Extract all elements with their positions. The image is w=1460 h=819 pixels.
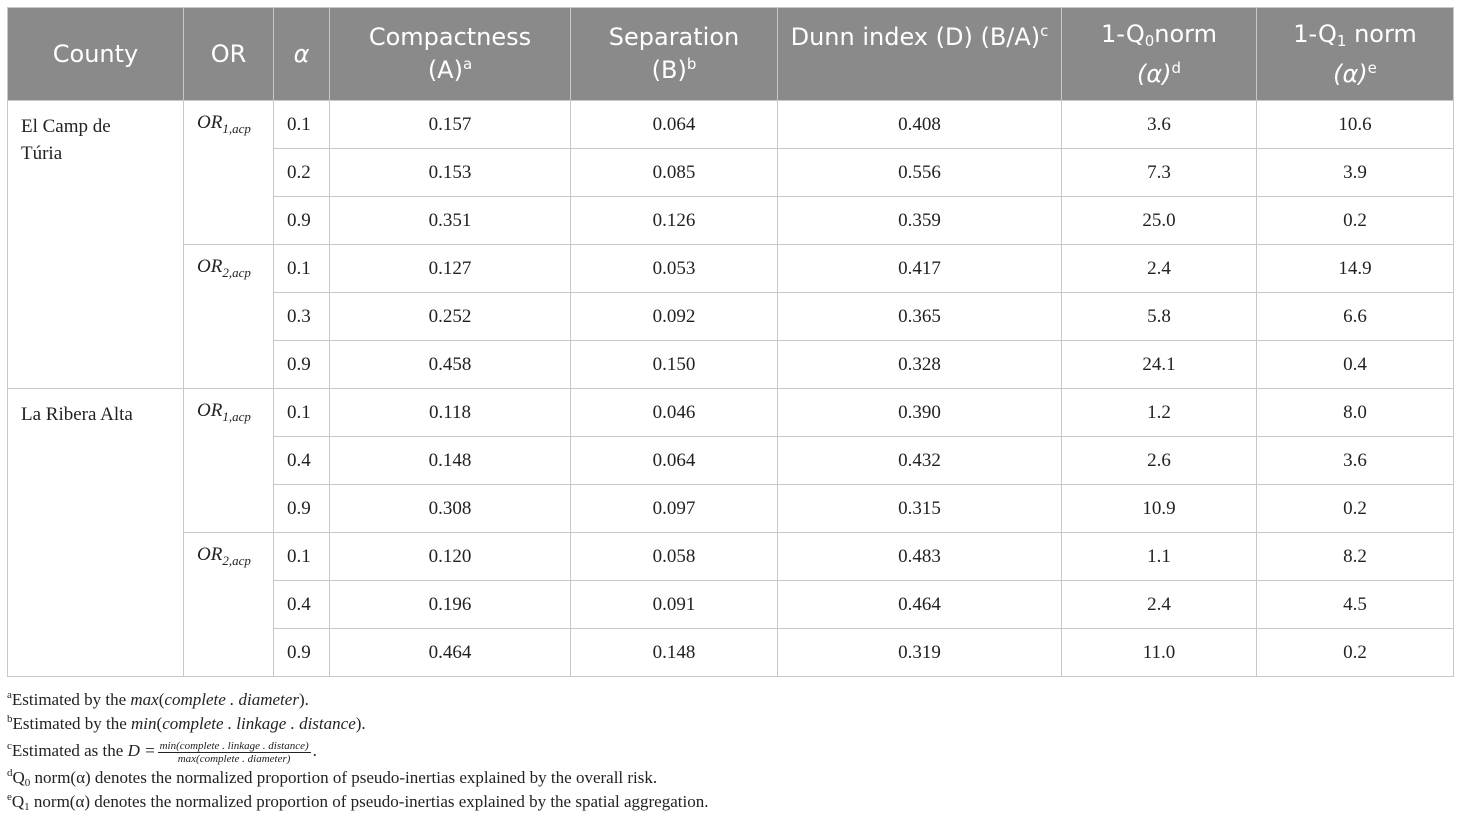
- dunn-cell: 0.365: [778, 293, 1062, 341]
- footnote-mark: e: [7, 791, 12, 803]
- or-base: OR: [197, 544, 223, 565]
- q1-post: norm: [1346, 19, 1417, 48]
- col-county: County: [8, 8, 184, 101]
- q1-cell: 3.9: [1257, 149, 1454, 197]
- alpha-cell: 0.3: [274, 293, 330, 341]
- q0-cell: 2.4: [1062, 581, 1257, 629]
- separation-cell: 0.064: [571, 101, 778, 149]
- footnote-a: $^a$Estimated by the max(complete . diameter).: [7, 689, 309, 709]
- separation-cell: 0.148: [571, 629, 778, 677]
- dunn-cell: 0.556: [778, 149, 1062, 197]
- footnote-arg: complete . linkage . distance: [162, 714, 356, 733]
- compactness-sub: (A): [427, 56, 463, 84]
- or-base: OR: [197, 112, 223, 133]
- dunn-cell: 0.319: [778, 629, 1062, 677]
- or-cell: [184, 245, 274, 389]
- separation-label: Separation: [608, 23, 740, 51]
- dunn-cell: 0.359: [778, 197, 1062, 245]
- county-cell: [8, 101, 184, 389]
- separation-cell: 0.064: [571, 437, 778, 485]
- compactness-cell: 0.308: [330, 485, 571, 533]
- separation-cell: 0.092: [571, 293, 778, 341]
- q1-cell: 8.0: [1257, 389, 1454, 437]
- or-cell: [184, 389, 274, 533]
- footnote-mark: d: [7, 767, 13, 779]
- dunn-cell: 0.315: [778, 485, 1062, 533]
- footnote-fn: max: [130, 690, 159, 709]
- table-row: [8, 533, 1454, 581]
- county-name: El Camp de: [21, 116, 111, 137]
- col-or: OR: [184, 8, 274, 101]
- q1-cell: 8.2: [1257, 533, 1454, 581]
- footnote-q: Q: [11, 792, 25, 811]
- results-table: [7, 7, 1454, 677]
- footnote-end: .: [304, 690, 309, 709]
- table-row: [8, 101, 1454, 149]
- separation-note-mark: b: [686, 55, 697, 73]
- county-name: La Ribera Alta: [21, 404, 133, 425]
- footnote-text: norm(α) denotes the normalized proportion of pseudo-inertias explained by the spatial aggregation.: [29, 792, 709, 811]
- footnote-c: [7, 731, 1453, 765]
- q0-post: norm: [1154, 19, 1217, 48]
- alpha-cell: 0.1: [274, 245, 330, 293]
- dunn-cell: 0.390: [778, 389, 1062, 437]
- q1-cell: 14.9: [1257, 245, 1454, 293]
- compactness-cell: 0.157: [330, 101, 571, 149]
- q0-note-mark: d: [1171, 58, 1182, 77]
- fraction-numerator: min(complete . linkage . distance): [159, 739, 309, 752]
- separation-cell: 0.058: [571, 533, 778, 581]
- or-cell: [184, 101, 274, 245]
- footnote-lhs: D =: [127, 741, 156, 760]
- table-container: [7, 7, 1453, 813]
- dunn-cell: 0.408: [778, 101, 1062, 149]
- q0-cell: 5.8: [1062, 293, 1257, 341]
- footnote-text: Estimated as the: [11, 741, 128, 760]
- footnote-text: norm(α) denotes the normalized proportion of pseudo-inertias explained by the overall risk.: [30, 768, 658, 787]
- q0-cell: 10.9: [1062, 485, 1257, 533]
- col-compactness: [330, 8, 571, 101]
- q0-cell: 1.2: [1062, 389, 1257, 437]
- alpha-cell: 0.9: [274, 629, 330, 677]
- alpha-cell: 0.9: [274, 197, 330, 245]
- compactness-cell: 0.252: [330, 293, 571, 341]
- compactness-cell: 0.351: [330, 197, 571, 245]
- alpha-cell: 0.4: [274, 437, 330, 485]
- q0-cell: 3.6: [1062, 101, 1257, 149]
- q1-cell: 0.2: [1257, 485, 1454, 533]
- col-dunn: [778, 8, 1062, 101]
- dunn-label: Dunn index (D) (B/A): [790, 23, 1041, 51]
- footnote-b: $^b$Estimated by the min(complete . linkage . distance).: [7, 713, 366, 733]
- or-base: OR: [197, 256, 223, 277]
- compactness-cell: 0.464: [330, 629, 571, 677]
- alpha-cell: 0.2: [274, 149, 330, 197]
- county-name-cont: Túria: [21, 143, 63, 164]
- footnote-end: .: [312, 741, 317, 760]
- or-sub: 2,acp: [222, 265, 251, 280]
- separation-cell: 0.053: [571, 245, 778, 293]
- q1-cell: 0.2: [1257, 197, 1454, 245]
- q1-cell: 0.4: [1257, 341, 1454, 389]
- q0-cell: 2.6: [1062, 437, 1257, 485]
- table-row: [8, 389, 1454, 437]
- separation-sub: (B): [651, 56, 687, 84]
- col-separation: [571, 8, 778, 101]
- separation-cell: 0.097: [571, 485, 778, 533]
- or-base: OR: [197, 400, 223, 421]
- footnote-q: Q: [12, 768, 25, 787]
- separation-cell: 0.046: [571, 389, 778, 437]
- separation-cell: 0.126: [571, 197, 778, 245]
- alpha-cell: 0.4: [274, 581, 330, 629]
- separation-cell: 0.150: [571, 341, 778, 389]
- alpha-cell: 0.1: [274, 533, 330, 581]
- col-q1: [1257, 8, 1454, 101]
- or-cell: [184, 533, 274, 677]
- or-sub: 1,acp: [222, 121, 251, 136]
- q1-note-mark: e: [1367, 58, 1377, 77]
- q0-cell: 2.4: [1062, 245, 1257, 293]
- fraction-denominator: max(complete . diameter): [177, 752, 291, 765]
- compactness-cell: 0.458: [330, 341, 571, 389]
- compactness-cell: 0.118: [330, 389, 571, 437]
- alpha-cell: 0.9: [274, 485, 330, 533]
- q1-cell: 4.5: [1257, 581, 1454, 629]
- footnote-d: [7, 761, 1453, 789]
- compactness-cell: 0.153: [330, 149, 571, 197]
- footnote-end: .: [361, 714, 366, 733]
- q1-cell: 3.6: [1257, 437, 1454, 485]
- compactness-note-mark: a: [462, 55, 473, 73]
- footnote-text: Estimated by the: [11, 690, 131, 709]
- dunn-cell: 0.483: [778, 533, 1062, 581]
- table-row: [8, 245, 1454, 293]
- separation-cell: 0.091: [571, 581, 778, 629]
- footnote-text: Estimated by the: [12, 714, 132, 733]
- alpha-cell: 0.1: [274, 101, 330, 149]
- dunn-note-mark: c: [1040, 22, 1049, 40]
- q0-pre: 1-Q: [1101, 19, 1145, 48]
- q0-cell: 24.1: [1062, 341, 1257, 389]
- q1-cell: 10.6: [1257, 101, 1454, 149]
- footnote-q-index: 0: [24, 777, 31, 789]
- col-q0: [1062, 8, 1257, 101]
- alpha-cell: 0.9: [274, 341, 330, 389]
- q0-cell: 25.0: [1062, 197, 1257, 245]
- col-alpha: [274, 8, 330, 101]
- compactness-cell: 0.196: [330, 581, 571, 629]
- footnote-e: [7, 785, 1453, 813]
- q0-cell: 1.1: [1062, 533, 1257, 581]
- county-cell: [8, 389, 184, 677]
- or-sub: 2,acp: [222, 553, 251, 568]
- q1-cell: 0.2: [1257, 629, 1454, 677]
- footnote-mark: c: [7, 740, 12, 752]
- compactness-cell: 0.148: [330, 437, 571, 485]
- q1-sub: (α): [1333, 59, 1368, 88]
- footnote-mark: b: [7, 713, 13, 725]
- q0-index: 0: [1144, 31, 1155, 50]
- q0-sub: (α): [1136, 59, 1172, 88]
- q1-cell: 6.6: [1257, 293, 1454, 341]
- dunn-cell: 0.432: [778, 437, 1062, 485]
- alpha-symbol: α: [293, 39, 310, 68]
- footnote-q-index: 1: [24, 801, 30, 813]
- q0-cell: 7.3: [1062, 149, 1257, 197]
- compactness-label: Compactness: [368, 23, 532, 51]
- header-row: [8, 8, 1454, 101]
- dunn-cell: 0.464: [778, 581, 1062, 629]
- alpha-cell: 0.1: [274, 389, 330, 437]
- footnote-mark: a: [7, 689, 12, 701]
- separation-cell: 0.085: [571, 149, 778, 197]
- q1-pre: 1-Q: [1293, 19, 1337, 48]
- or-sub: 1,acp: [222, 409, 251, 424]
- footnote-arg: complete . diameter: [164, 690, 299, 709]
- q0-cell: 11.0: [1062, 629, 1257, 677]
- footnote-fn: min: [131, 714, 157, 733]
- dunn-cell: 0.328: [778, 341, 1062, 389]
- compactness-cell: 0.127: [330, 245, 571, 293]
- q1-index: 1: [1336, 31, 1347, 50]
- compactness-cell: 0.120: [330, 533, 571, 581]
- dunn-cell: 0.417: [778, 245, 1062, 293]
- footnotes: [7, 683, 1453, 813]
